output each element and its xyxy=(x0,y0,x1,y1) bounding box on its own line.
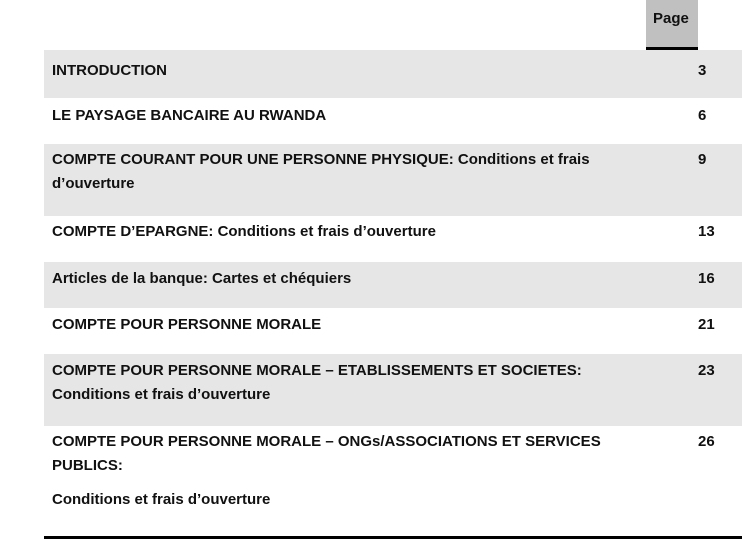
toc-entry-page: 21 xyxy=(698,316,715,333)
toc-row-paysage-bancaire[interactable] xyxy=(44,98,742,144)
toc-row-compte-epargne[interactable] xyxy=(44,216,742,262)
toc-entry-page: 3 xyxy=(698,62,707,79)
toc-entry-title: COMPTE COURANT POUR UNE PERSONNE PHYSIQUE: Conditions et frais d’ouverture xyxy=(52,151,590,192)
toc-row-ongs-associations[interactable] xyxy=(44,426,742,534)
toc-entry-title: COMPTE POUR PERSONNE MORALE – ETABLISSEMENTS ET SOCIETES: Conditions et frais d’ouverture xyxy=(52,362,582,403)
bottom-divider xyxy=(44,536,742,539)
toc-row-personne-morale[interactable] xyxy=(44,308,742,354)
toc-entry-page: 26 xyxy=(698,433,715,450)
toc-entry-title-block xyxy=(52,430,642,512)
toc-entry-title: LE PAYSAGE BANCAIRE AU RWANDA xyxy=(52,107,327,124)
toc-entry-title: INTRODUCTION xyxy=(52,62,167,79)
toc-entry-title: COMPTE POUR PERSONNE MORALE – ONGs/ASSOCIATIONS ET SERVICES PUBLICS: xyxy=(52,433,601,474)
toc-entry-page: 9 xyxy=(698,151,707,168)
toc-entry-page: 16 xyxy=(698,270,715,287)
toc-row-articles-banque[interactable] xyxy=(44,262,742,308)
toc-entry-page: 23 xyxy=(698,362,715,379)
toc-row-etablissements-societes[interactable] xyxy=(44,354,742,426)
toc-row-compte-courant[interactable] xyxy=(44,144,742,216)
toc-entry-title: Articles de la banque: Cartes et chéquiers xyxy=(52,270,352,287)
toc-row-introduction[interactable] xyxy=(44,50,742,98)
page-column-header-label: Page xyxy=(653,10,689,27)
toc-entry-title: COMPTE D’EPARGNE: Conditions et frais d’ouverture xyxy=(52,223,436,240)
toc-entry-title: COMPTE POUR PERSONNE MORALE xyxy=(52,316,322,333)
toc-entry-subtitle: Conditions et frais d’ouverture xyxy=(52,491,271,508)
toc-entry-page: 13 xyxy=(698,223,715,240)
toc-entry-page: 6 xyxy=(698,107,707,124)
